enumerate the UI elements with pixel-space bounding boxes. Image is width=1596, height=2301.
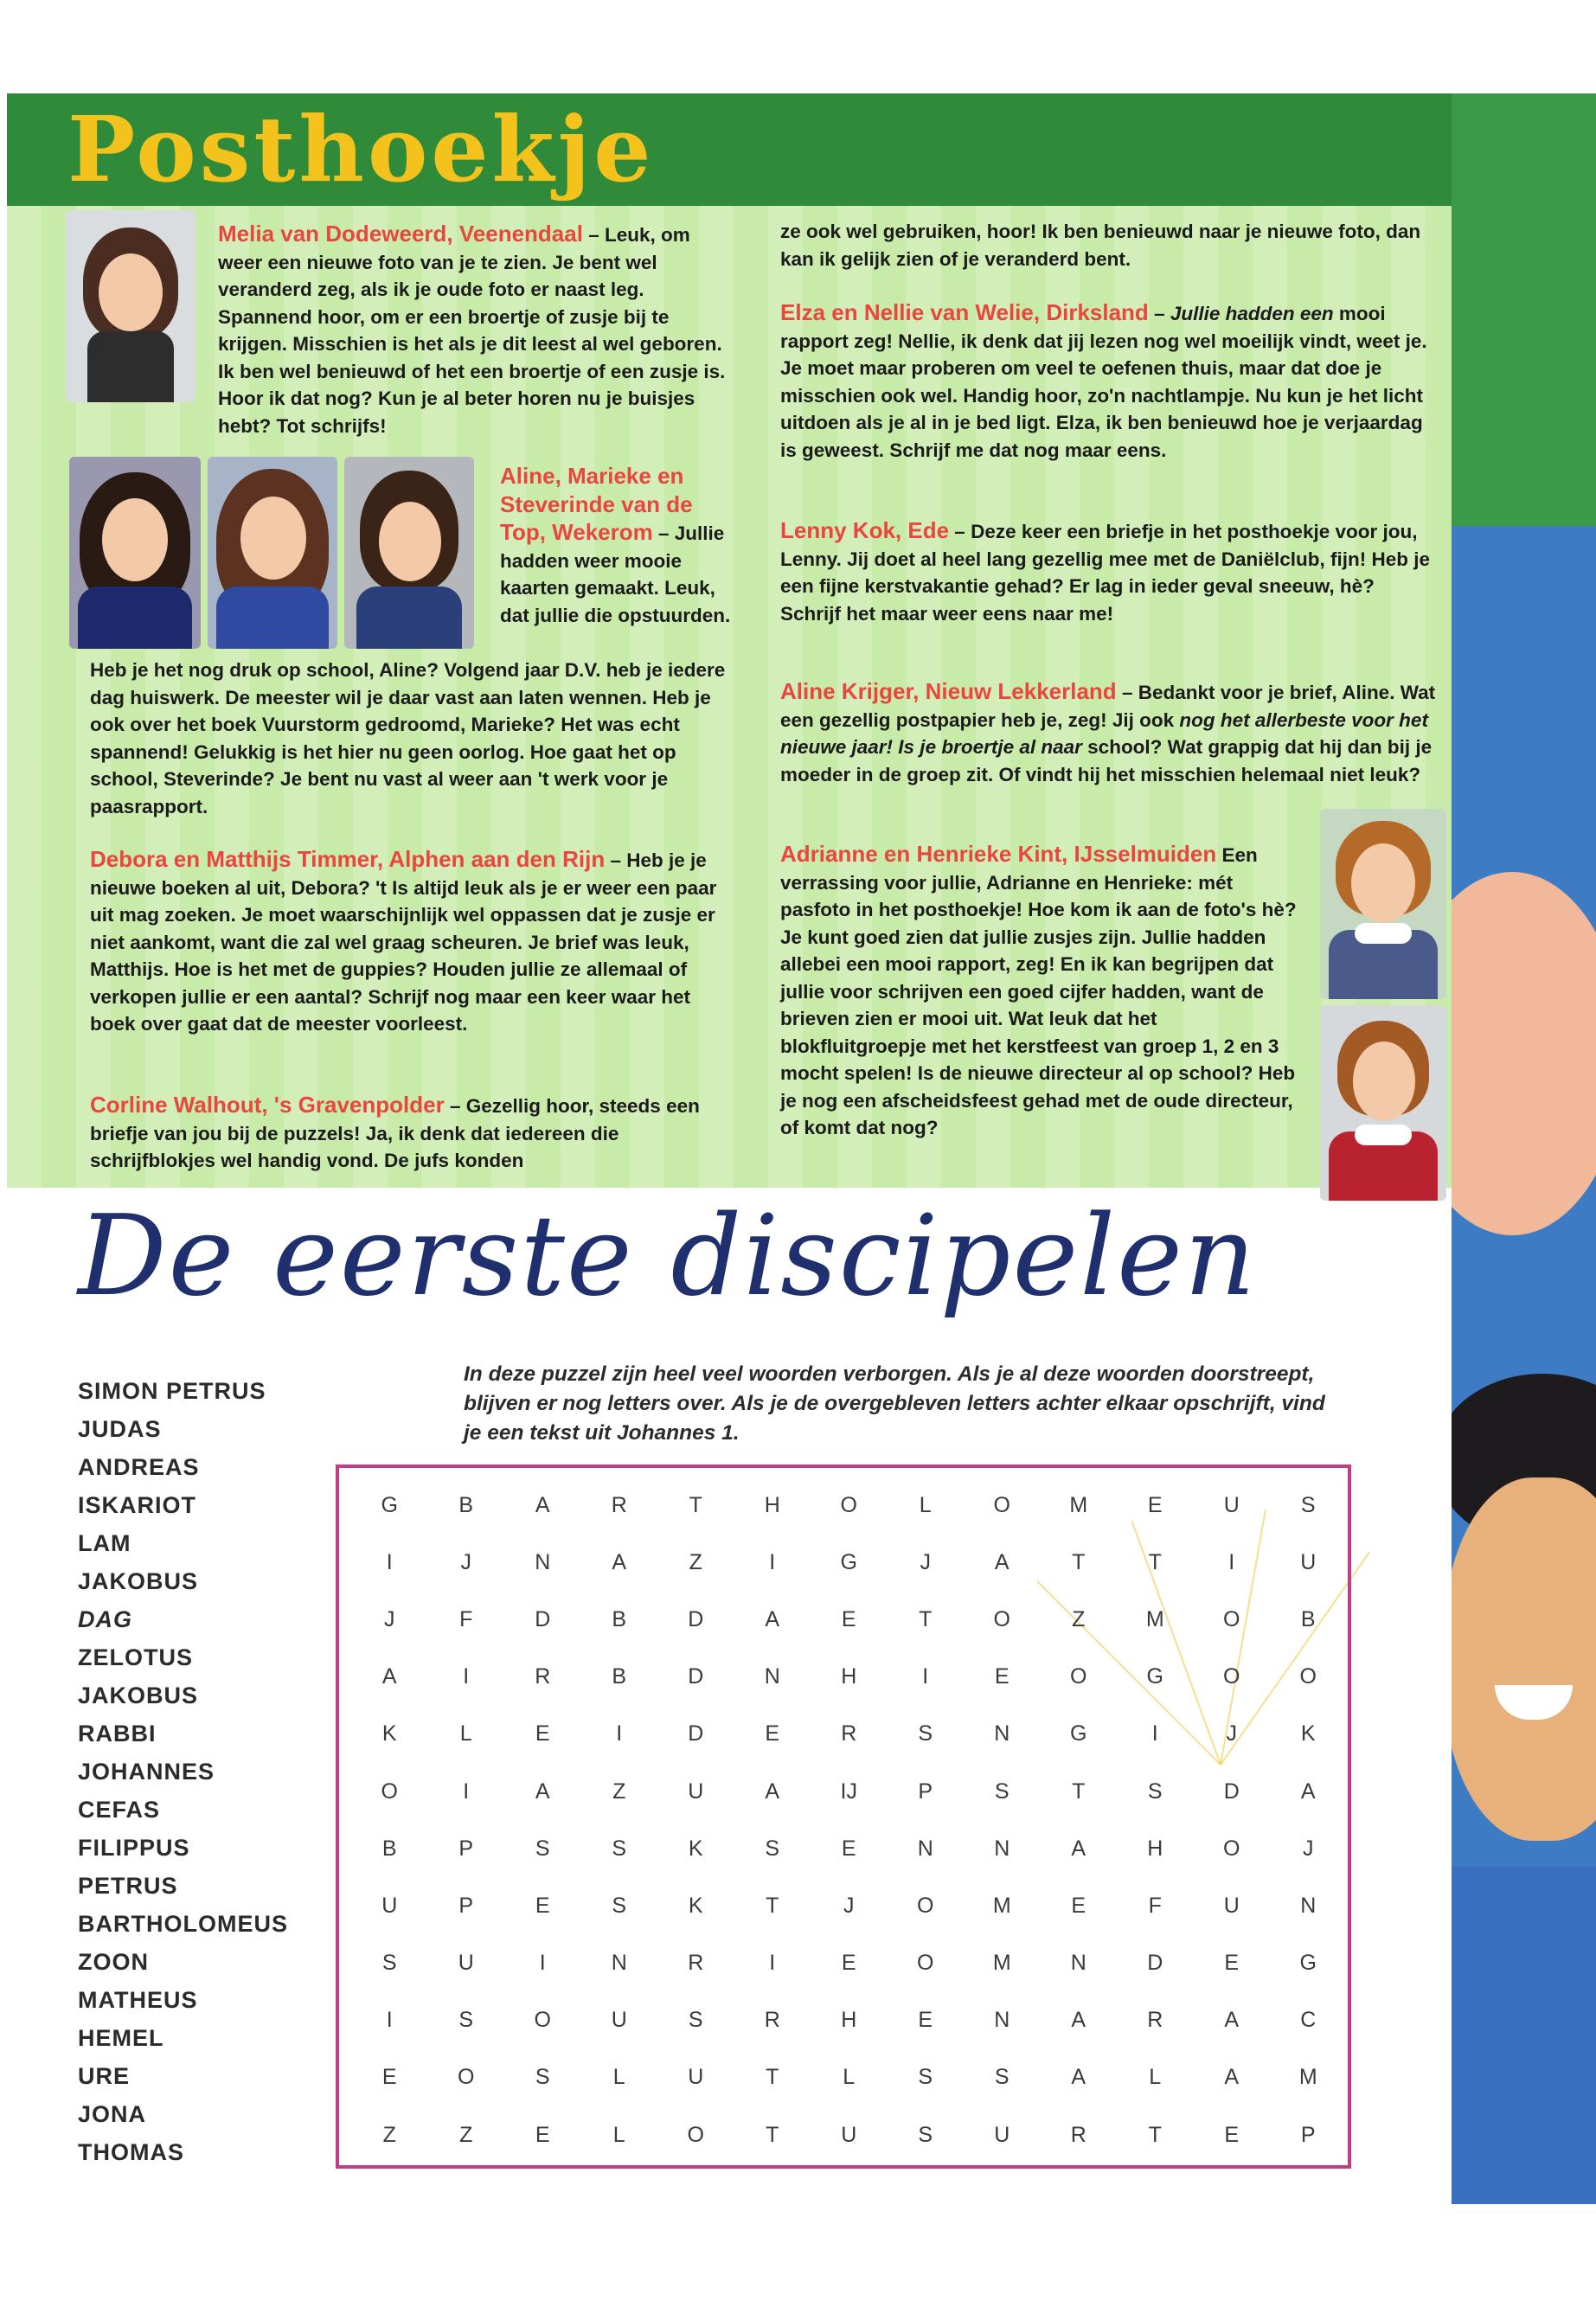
grid-cell[interactable]: R: [1147, 2008, 1163, 2033]
grid-row: [351, 2049, 1347, 2106]
grid-cell[interactable]: E: [765, 1721, 780, 1747]
grid-cell[interactable]: I: [769, 1549, 776, 1574]
letter-corline: Corline Walhout, 's Gravenpolder – Gezellig hoor, steeds een briefje van jou bij de puzzels! Ja, ik denk dat iedereen die schrijfblokjes wel handig vond. De jufs konden: [90, 1092, 700, 1171]
grid-cell[interactable]: U: [1223, 1492, 1240, 1517]
puzzle-intro: In deze puzzel zijn heel veel woorden verborgen. Als je al deze woorden doorstreept, blijven er nog letters over. Als je de overgebleven letters achter elkaar opschrijft, vind je een tekst uit Johannes 1.: [464, 1362, 1325, 1445]
grid-cell[interactable]: S: [535, 1836, 550, 1861]
word-item: LAM: [78, 1530, 131, 1556]
grid-cell[interactable]: O: [687, 2122, 704, 2147]
grid-cell[interactable]: H: [841, 1664, 857, 1689]
grid-cell[interactable]: S: [918, 2065, 933, 2090]
grid-cell[interactable]: M: [992, 1951, 1011, 1976]
grid-cell[interactable]: C: [1300, 2008, 1317, 2033]
header-band: [7, 93, 1596, 206]
grid-row: [351, 1820, 1347, 1877]
grid-cell[interactable]: T: [766, 2122, 779, 2147]
grid-cell[interactable]: O: [917, 1951, 934, 1976]
grid-cell[interactable]: I: [386, 1549, 393, 1574]
grid-cell[interactable]: N: [994, 1836, 1010, 1861]
grid-cell[interactable]: P: [458, 1836, 474, 1861]
letter-text: mooi rapport zeg! Nellie, ik denk dat jij lezen nog wel moeilijk vindt, weet je. Je moet maar proberen om veel te oefenen thuis, maar dat doe je misschien ook wel. Handig hoor, zo'n nachtlampje. Nu kun je het licht uitdoen als je al in je bed ligt. Elza, ik ben benieuwd hoe je verjaardag is geweest. Schrijf me dat nog maar eens.: [780, 303, 1427, 461]
grid-cell[interactable]: Z: [612, 1779, 626, 1804]
grid-cell[interactable]: S: [918, 1721, 933, 1747]
letter-van-welie: Elza en Nellie van Welie, Dirksland – Jullie hadden een mooi rapport zeg! Nellie, ik denk dat jij lezen nog wel moeilijk vindt, weet je. Je moet maar proberen om veel te oefenen thuis, maar dat doe je misschien ook wel. Handig hoor, zo'n nachtlampje. Nu kun je het licht uitdoen als je al in je bed ligt. Elza, ik ben benieuwd hoe je verjaardag is geweest. Schrijf me dat nog maar eens.: [780, 299, 1427, 461]
grid-cell[interactable]: S: [994, 1779, 1010, 1804]
grid-cell[interactable]: I: [463, 1779, 470, 1804]
grid-cell[interactable]: M: [992, 1893, 1011, 1918]
grid-cell[interactable]: S: [1147, 1779, 1163, 1804]
letter-timmer: Debora en Matthijs Timmer, Alphen aan den Rijn – Heb je je nieuwe boeken al uit, Debora? 't Is altijd leuk als je er weer een paar uit mag zoeken. Je moet waarschijnlijk wel oppassen dat je zusje er niet aankomt, want die zal wel graag scheuren. Je brief was leuk, Matthijs. Hoe is het met de guppies? Houden jullie ze allemaal of verkopen jullie er een aantal? Schrijf nog maar een keer waar het boek over gaat dat de meester voorleest.: [90, 846, 717, 1035]
letter-text: Een verrassing voor jullie, Adrianne en Henrieke: mét pasfoto in het posthoekje! Hoe kom ik aan de foto's hè? Je kunt goed zien dat jullie zusjes zijn. Jullie hadden allebei een mooi rapport, zeg! En ik kan begrijpen dat jullie voor schrijven een goed cijfer hadden, want de brieven zien er mooi uit. Wat leuk dat het blokfluitgroepje met het kerstfeest van groep 1, 2 en 3 mocht spelen! Is de nieuwe directeur al op school? Heb je nog een afscheidsfeest gehad met de oude directeur, of komt dat nog?: [780, 844, 1297, 1138]
grid-cell[interactable]: A: [1224, 2008, 1240, 2033]
grid-cell[interactable]: A: [994, 1549, 1010, 1574]
word-item: JUDAS: [78, 1416, 162, 1442]
grid-cell[interactable]: N: [1070, 1951, 1086, 1976]
grid-cell[interactable]: S: [381, 1951, 397, 1976]
grid-cell[interactable]: I: [1228, 1549, 1235, 1574]
photo-strip: [1452, 93, 1596, 2204]
word-item: JAKOBUS: [78, 1682, 199, 1708]
grid-cell[interactable]: S: [535, 2065, 550, 2090]
grid-cell[interactable]: U: [688, 2065, 704, 2090]
grid-cell[interactable]: A: [1224, 2065, 1240, 2090]
grid-cell[interactable]: T: [1148, 2122, 1162, 2147]
grid-cell[interactable]: O: [917, 1893, 934, 1918]
letter-top-sisters-body: [90, 657, 739, 820]
child-face-photo: [1452, 872, 1596, 1235]
grid-cell[interactable]: O: [1223, 1664, 1240, 1689]
grid-cell[interactable]: N: [764, 1664, 780, 1689]
grid-cell[interactable]: U: [1300, 1549, 1317, 1574]
grid-cell[interactable]: O: [458, 2065, 475, 2090]
letter-krijger: Aline Krijger, Nieuw Lekkerland – Bedankt voor je brief, Aline. Wat een gezellig postpapier heb je, zeg! Jij ook nog het allerbeste voor het nieuwe jaar! Is je broertje al naar school? Wat grappig dat hij dan bij je moeder in de groep zit. Of vindt hij het misschien helemaal niet leuk?: [780, 678, 1436, 785]
grid-cell[interactable]: E: [841, 1836, 856, 1861]
grid-cell[interactable]: T: [689, 1492, 702, 1517]
grid-cell[interactable]: J: [920, 1549, 931, 1574]
grid-cell[interactable]: O: [381, 1779, 398, 1804]
grid-cell[interactable]: H: [764, 1492, 780, 1517]
grid-cell[interactable]: T: [766, 1893, 779, 1918]
grid-cell[interactable]: M: [1145, 1606, 1164, 1631]
strip-background: [1452, 93, 1596, 526]
letter-text: school? Wat grappig dat hij dan bij je moeder in de groep zit. Of vindt hij het misschien helemaal niet leuk?: [780, 736, 1433, 785]
grid-cell[interactable]: S: [458, 2008, 474, 2033]
grid-cell[interactable]: E: [1224, 1951, 1240, 1976]
grid-cell[interactable]: L: [1149, 2065, 1162, 2090]
grid-cell[interactable]: D: [688, 1721, 704, 1747]
grid-cell[interactable]: Z: [689, 1549, 702, 1574]
grid-cell[interactable]: D: [1223, 1779, 1240, 1804]
grid-cell[interactable]: D: [535, 1606, 551, 1631]
grid-cell[interactable]: B: [1300, 1606, 1316, 1631]
letter-name: Aline, Marieke en Steverinde van de Top, Wekerom: [500, 463, 693, 545]
grid-cell[interactable]: O: [1070, 1664, 1087, 1689]
grid-cell[interactable]: R: [535, 1664, 551, 1689]
grid-cell[interactable]: L: [919, 1492, 932, 1517]
word-item: URE: [78, 2063, 131, 2089]
grid-cell[interactable]: M: [1298, 2065, 1317, 2090]
grid-cell[interactable]: L: [612, 2065, 625, 2090]
grid-cell[interactable]: P: [1300, 2122, 1316, 2147]
grid-cell[interactable]: G: [840, 1549, 857, 1574]
grid-cell[interactable]: S: [612, 1836, 627, 1861]
word-item: JAKOBUS: [78, 1568, 199, 1594]
letter-text: ze ook wel gebruiken, hoor! Ik ben benieuwd naar je nieuwe foto, dan kan ik gelijk zien of je veranderd bent.: [780, 221, 1421, 270]
grid-cell[interactable]: E: [1147, 1492, 1163, 1517]
grid-cell[interactable]: T: [1072, 1779, 1086, 1804]
grid-cell[interactable]: S: [918, 2122, 933, 2147]
grid-cell[interactable]: R: [764, 2008, 780, 2033]
grid-cell[interactable]: O: [1299, 1664, 1317, 1689]
grid-cell[interactable]: U: [994, 2122, 1010, 2147]
grid-cell[interactable]: T: [766, 2065, 779, 2090]
letter-text: Jullie hadden een: [1170, 303, 1334, 324]
grid-cell[interactable]: Z: [459, 2122, 473, 2147]
grid-cell[interactable]: A: [765, 1779, 780, 1804]
grid-cell[interactable]: R: [688, 1951, 704, 1976]
word-item: PETRUS: [78, 1873, 178, 1899]
grid-cell[interactable]: A: [535, 1492, 550, 1517]
grid-cell[interactable]: D: [688, 1664, 704, 1689]
grid-cell[interactable]: P: [918, 1779, 933, 1804]
grid-cell[interactable]: N: [994, 2008, 1010, 2033]
letter-text: Bedankt voor je brief, Aline. Wat een gezellig postpapier heb je, zeg! Jij ook: [780, 682, 1436, 731]
letter-text: Gezellig hoor, steeds een briefje van jou bij de puzzels! Ja, ik denk dat iedereen die schrijfblokjes wel handig vond. De jufs konden: [90, 1095, 700, 1171]
grid-cell[interactable]: F: [1148, 1893, 1162, 1918]
word-item: JONA: [78, 2101, 147, 2127]
grid-cell[interactable]: N: [917, 1836, 933, 1861]
grid-cell[interactable]: A: [1071, 1836, 1086, 1861]
grid-cell[interactable]: L: [612, 2122, 625, 2147]
grid-cell[interactable]: M: [1069, 1492, 1088, 1517]
portrait-adrianne: [1320, 809, 1446, 999]
grid-cell[interactable]: I: [616, 1721, 623, 1747]
letter-text: Jullie hadden weer mooie kaarten gemaakt. Leuk, dat jullie die opstuurden.: [500, 522, 731, 626]
grid-cell[interactable]: J: [384, 1606, 395, 1631]
grid-cell[interactable]: I: [539, 1951, 546, 1976]
grid-cell[interactable]: J: [1303, 1836, 1314, 1861]
grid-cell[interactable]: O: [1223, 1836, 1240, 1861]
grid-cell[interactable]: L: [459, 1721, 472, 1747]
grid-cell[interactable]: E: [535, 2122, 550, 2147]
word-item: ZELOTUS: [78, 1644, 193, 1670]
grid-cell[interactable]: O: [993, 1492, 1010, 1517]
grid-cell[interactable]: B: [458, 1492, 474, 1517]
letter-name: Aline Krijger, Nieuw Lekkerland: [780, 678, 1117, 704]
letter-text: Deze keer een briefje in het posthoekje voor jou, Lenny. Jij doet al heel lang gezellig mee met de Daniëlclub, fijn! Heb je een fijne kerstvakantie gehad? Er lag in ieder geval sneeuw, hè? Schrijf het maar weer eens naar me!: [780, 521, 1431, 625]
grid-cell[interactable]: J: [843, 1893, 855, 1918]
word-item: FILIPPUS: [78, 1835, 190, 1861]
grid-row: [351, 1935, 1347, 1992]
grid-row: [351, 1477, 1347, 1534]
grid-cell[interactable]: R: [611, 1492, 627, 1517]
grid-cell[interactable]: A: [765, 1606, 780, 1631]
word-item: ZOON: [78, 1949, 149, 1975]
letter-top-sisters-heading: Aline, Marieke en Steverinde van de Top, Wekerom – Jullie hadden weer mooie kaarten gemaakt. Leuk, dat jullie die opstuurden.: [500, 463, 731, 626]
word-item: BARTHOLOMEUS: [78, 1911, 288, 1937]
grid-cell[interactable]: E: [1071, 1893, 1086, 1918]
letter-text: Heb je je nieuwe boeken al uit, Debora? 't Is altijd leuk als je er weer een paar uit mag zoeken. Je moet waarschijnlijk wel oppassen dat je zusje er niet aankomt, want die zal wel graag scheuren. Je brief was leuk, Matthijs. Hoe is het met de guppies? Houden jullie ze allemaal of verkopen jullie er een aantal? Schrijf nog maar een keer waar het boek over gaat dat de meester voorleest.: [90, 849, 717, 1035]
letter-text: Leuk, om weer een nieuwe foto van je te zien. Je bent wel veranderd zeg, als ik je oude foto er naast leg. Spannend hoor, om er een broertje of zusje bij te krijgen. Misschien is het als je dit leest al wel geboren. Ik ben wel benieuwd of het een broertje of een zusje is. Hoor ik dat nog? Kun je al beter horen nu je buisjes hebt? Tot schrijfs!: [218, 224, 726, 437]
grid-cell[interactable]: E: [381, 2065, 397, 2090]
grid-cell[interactable]: D: [1147, 1951, 1163, 1976]
grid-cell[interactable]: K: [688, 1893, 703, 1918]
letter-name: Corline Walhout, 's Gravenpolder: [90, 1092, 445, 1118]
grid-cell[interactable]: G: [1070, 1721, 1087, 1747]
grid-cell[interactable]: B: [381, 1836, 397, 1861]
grid-cell[interactable]: A: [1300, 1779, 1316, 1804]
puzzle-title: De eerste discipelen: [78, 1192, 1258, 1321]
letter-name: Melia van Dodeweerd, Veenendaal: [218, 221, 583, 247]
letter-corline-cont: [780, 218, 1438, 272]
grid-cell[interactable]: I: [463, 1664, 470, 1689]
grid-cell[interactable]: O: [993, 1606, 1010, 1631]
grid-cell[interactable]: I: [922, 1664, 929, 1689]
grid-table: [351, 1477, 1347, 2163]
boy-face-photo: [1452, 1477, 1596, 1841]
grid-cell[interactable]: S: [612, 1893, 627, 1918]
grid-cell[interactable]: I: [1151, 1721, 1158, 1747]
grid-cell[interactable]: K: [1300, 1721, 1316, 1747]
portrait-steverinde: [344, 457, 474, 649]
grid-cell[interactable]: A: [612, 1549, 627, 1574]
grid-cell[interactable]: B: [612, 1606, 627, 1631]
grid-cell[interactable]: E: [994, 1664, 1010, 1689]
shirt-photo: [1452, 1867, 1596, 2204]
grid-cell[interactable]: G: [1299, 1951, 1317, 1976]
grid-cell[interactable]: E: [535, 1893, 550, 1918]
grid-cell[interactable]: U: [458, 1951, 474, 1976]
grid-cell[interactable]: E: [841, 1606, 856, 1631]
grid-cell[interactable]: K: [688, 1836, 703, 1861]
word-item: SIMON PETRUS: [78, 1378, 266, 1404]
grid-cell[interactable]: A: [381, 1664, 397, 1689]
grid-cell[interactable]: G: [1146, 1664, 1163, 1689]
grid-cell[interactable]: Z: [1072, 1606, 1086, 1631]
grid-cell[interactable]: U: [611, 2008, 627, 2033]
grid-row: [351, 1649, 1347, 1706]
word-item: CEFAS: [78, 1797, 161, 1823]
grid-cell[interactable]: H: [841, 2008, 857, 2033]
grid-row: [351, 1877, 1347, 1934]
grid-row: [351, 1591, 1347, 1648]
grid-cell[interactable]: E: [841, 1951, 856, 1976]
grid-cell[interactable]: U: [1223, 1893, 1240, 1918]
grid-cell[interactable]: I: [769, 1951, 776, 1976]
grid-cell[interactable]: T: [1072, 1549, 1086, 1574]
word-item: RABBI: [78, 1721, 157, 1747]
grid-cell[interactable]: F: [459, 1606, 473, 1631]
letter-name: Debora en Matthijs Timmer, Alphen aan den Rijn: [90, 846, 606, 872]
grid-cell[interactable]: N: [535, 1549, 551, 1574]
grid-row: [351, 1534, 1347, 1591]
grid-cell[interactable]: I: [386, 2008, 393, 2033]
grid-cell[interactable]: T: [1148, 1549, 1162, 1574]
grid-cell[interactable]: J: [460, 1549, 471, 1574]
portrait-henrieke: [1320, 1005, 1446, 1201]
letter-name: Adrianne en Henrieke Kint, IJsselmuiden: [780, 841, 1217, 867]
grid-row: [351, 2106, 1347, 2163]
word-item: MATHEUS: [78, 1987, 198, 2013]
letter-melia: Melia van Dodeweerd, Veenendaal – Leuk, om weer een nieuwe foto van je te zien. Je bent wel veranderd zeg, als ik je oude foto er naast leg. Spannend hoor, om er een broertje of zusje bij te krijgen. Misschien is het als je dit leest al wel geboren. Ik ben wel benieuwd of het een broertje of een zusje is. Hoor ik dat nog? Kun je al beter horen nu je buisjes hebt? Tot schrijfs!: [218, 221, 726, 437]
grid-cell[interactable]: Z: [382, 2122, 396, 2147]
word-search-grid: [336, 1465, 1351, 2169]
grid-cell[interactable]: A: [535, 1779, 550, 1804]
letter-lenny: Lenny Kok, Ede – Deze keer een briefje in het posthoekje voor jou, Lenny. Jij doet al heel lang gezellig mee met de Daniëlclub, fijn! Heb je een fijne kerstvakantie gehad? Er lag in ieder geval sneeuw, hè? Schrijf het maar weer eens naar me!: [780, 517, 1431, 625]
grid-cell[interactable]: E: [918, 2008, 933, 2033]
grid-cell[interactable]: J: [1226, 1721, 1237, 1747]
grid-cell[interactable]: IJ: [840, 1779, 857, 1804]
grid-cell[interactable]: N: [994, 1721, 1010, 1747]
grid-cell[interactable]: T: [919, 1606, 933, 1631]
grid-cell[interactable]: S: [765, 1836, 780, 1861]
grid-cell[interactable]: G: [381, 1492, 398, 1517]
word-item: HEMEL: [78, 2025, 164, 2051]
grid-cell[interactable]: R: [1070, 2122, 1086, 2147]
word-list: [78, 1372, 288, 2171]
grid-cell[interactable]: S: [688, 2008, 703, 2033]
letter-text: nog het allerbeste voor het nieuwe jaar! Is je broertje al naar: [780, 708, 1428, 758]
word-item: ANDREAS: [78, 1454, 200, 1480]
grid-cell[interactable]: S: [1300, 1492, 1316, 1517]
grid-cell[interactable]: P: [458, 1893, 474, 1918]
grid-cell[interactable]: A: [1071, 2008, 1086, 2033]
grid-row: [351, 1992, 1347, 2049]
word-item: THOMAS: [78, 2139, 184, 2165]
grid-row: [351, 1763, 1347, 1820]
word-item: JOHANNES: [78, 1759, 215, 1785]
letter-text: Heb je het nog druk op school, Aline? Volgend jaar D.V. heb je iedere dag huiswerk. De meester wil je daar vast aan laten wennen. Heb je ook over het boek Vuurstorm gedroomd, Marieke? Het was echt spannend! Gelukkig is het hier nu geen oorlog. Hoe gaat het op school, Steverinde? Je bent nu vast al weer aan 't werk voor je paasrapport.: [90, 659, 726, 817]
grid-cell[interactable]: K: [381, 1721, 397, 1747]
letter-kint: [780, 841, 1308, 1142]
grid-cell[interactable]: N: [1300, 1893, 1317, 1918]
letter-name: Lenny Kok, Ede: [780, 517, 950, 543]
grid-cell[interactable]: A: [1071, 2065, 1086, 2090]
grid-cell[interactable]: O: [534, 2008, 551, 2033]
grid-row: [351, 1706, 1347, 1763]
grid-cell[interactable]: E: [1224, 2122, 1240, 2147]
grid-cell[interactable]: O: [840, 1492, 857, 1517]
word-item: ISKARIOT: [78, 1492, 197, 1518]
grid-cell[interactable]: H: [1147, 1836, 1163, 1861]
portrait-melia: [66, 210, 195, 402]
grid-cell[interactable]: U: [841, 2122, 857, 2147]
grid-cell[interactable]: N: [611, 1951, 627, 1976]
page-title: Posthoekje: [67, 96, 655, 202]
grid-cell[interactable]: B: [612, 1664, 627, 1689]
grid-cell[interactable]: L: [843, 2065, 856, 2090]
grid-cell[interactable]: S: [994, 2065, 1010, 2090]
grid-cell[interactable]: U: [381, 1893, 398, 1918]
grid-cell[interactable]: R: [841, 1721, 857, 1747]
grid-cell[interactable]: E: [535, 1721, 550, 1747]
grid-cell[interactable]: O: [1223, 1606, 1240, 1631]
word-item: DAG: [78, 1606, 132, 1632]
grid-cell[interactable]: D: [688, 1606, 704, 1631]
portrait-marieke: [208, 457, 337, 649]
portrait-aline: [69, 457, 201, 649]
grid-cell[interactable]: U: [688, 1779, 704, 1804]
letter-name: Elza en Nellie van Welie, Dirksland: [780, 299, 1149, 325]
